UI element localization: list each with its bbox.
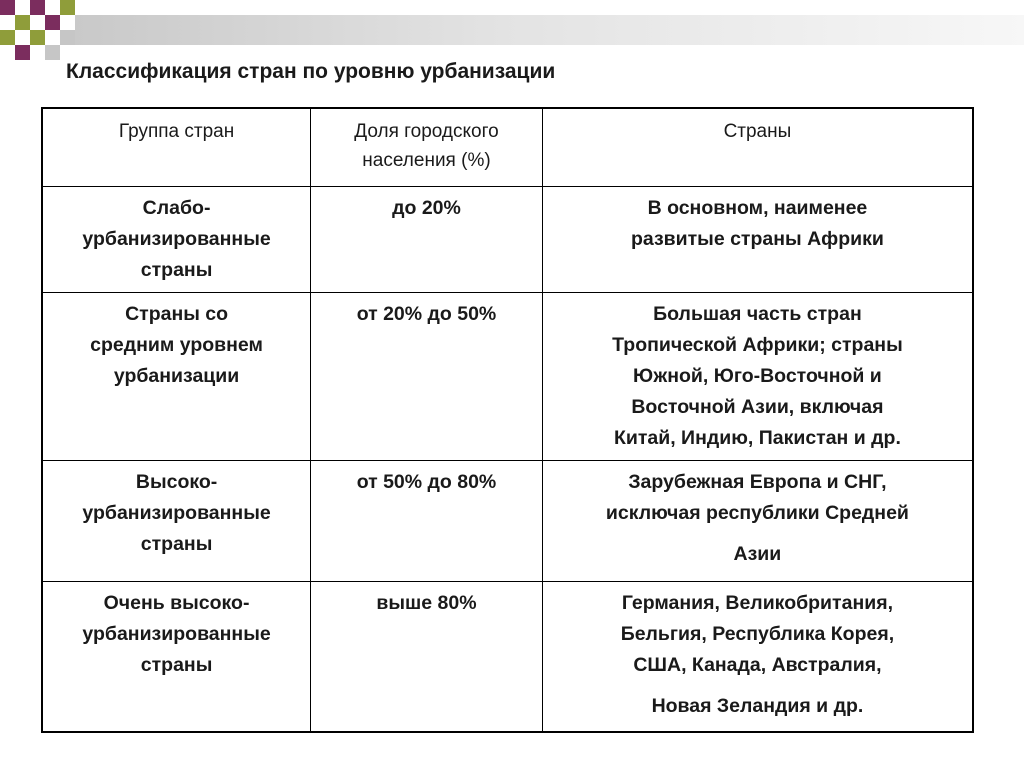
cell-text: до 20% — [392, 196, 461, 219]
cell-text: Восточной Азии, включая — [631, 395, 884, 418]
group-cell — [42, 581, 311, 732]
share-cell — [311, 186, 543, 292]
cell-text: Тропической Африки; страны — [612, 333, 903, 356]
cell-text: урбанизированные — [82, 501, 271, 524]
cell-text: Германия, Великобритания, — [621, 591, 893, 614]
cell-text: США, Канада, Австралия, — [633, 653, 882, 676]
header-group — [42, 108, 311, 186]
cell-text: страны — [140, 532, 213, 555]
decor-square — [60, 30, 75, 45]
group-cell — [42, 292, 311, 460]
countries-cell — [542, 460, 973, 581]
header-text: Страны — [723, 121, 792, 142]
cell-text: Высоко- — [135, 470, 218, 493]
cell-text: Новая Зеландия и др. — [651, 694, 864, 717]
cell-text: Китай, Индию, Пакистан и др. — [613, 426, 901, 449]
cell-text: от 50% до 80% — [356, 470, 497, 493]
cell-text: урбанизированные — [82, 227, 271, 250]
cell-text: Большая часть стран — [653, 302, 862, 325]
cell-text: выше 80% — [376, 591, 477, 614]
decor-square — [45, 45, 60, 60]
group-cell — [42, 186, 311, 292]
header-text: Группа стран — [118, 121, 235, 142]
decor-square — [15, 15, 30, 30]
countries-cell — [542, 581, 973, 732]
decor-square — [30, 30, 45, 45]
share-cell — [311, 581, 543, 732]
table-header-row — [42, 108, 973, 186]
table-row — [42, 581, 973, 732]
cell-text: урбанизированные — [82, 622, 271, 645]
cell-text: Очень высоко- — [103, 591, 250, 614]
cell-text: развитые страны Африки — [630, 227, 884, 250]
cell-text: от 20% до 50% — [356, 302, 497, 325]
cell-text: исключая республики Средней — [605, 501, 909, 524]
decor-square — [15, 45, 30, 60]
decor-square — [30, 0, 45, 15]
decor-square — [0, 30, 15, 45]
header-text: Доля городского — [354, 121, 499, 142]
cell-text: страны — [140, 258, 213, 281]
cell-text: Южной, Юго-Восточной и — [633, 364, 882, 387]
header-decoration — [0, 0, 1024, 60]
cell-text: урбанизации — [113, 364, 240, 387]
group-cell — [42, 460, 311, 581]
table-row — [42, 460, 973, 581]
cell-text: Страны со — [125, 302, 229, 325]
countries-cell — [542, 186, 973, 292]
countries-cell — [542, 292, 973, 460]
header-text: населения (%) — [362, 150, 491, 171]
header-countries — [542, 108, 973, 186]
share-cell — [311, 292, 543, 460]
share-cell — [311, 460, 543, 581]
cell-text: В основном, наименее — [647, 196, 868, 219]
cell-text: Бельгия, Республика Корея, — [620, 622, 895, 645]
urbanization-table — [41, 107, 974, 733]
table-row — [42, 186, 973, 292]
cell-text: средним уровнем — [90, 333, 263, 356]
cell-text: страны — [140, 653, 213, 676]
decor-square — [60, 0, 75, 15]
cell-text: Азии — [733, 542, 782, 565]
decor-gradient-bar — [75, 15, 1024, 45]
cell-text: Слабо- — [142, 196, 211, 219]
cell-text: Зарубежная Европа и СНГ, — [628, 470, 887, 493]
decor-square — [0, 0, 15, 15]
header-share — [311, 108, 543, 186]
table-row — [42, 292, 973, 460]
decor-square — [45, 15, 60, 30]
slide-title: Классификация стран по уровню урбанизации — [66, 60, 556, 83]
